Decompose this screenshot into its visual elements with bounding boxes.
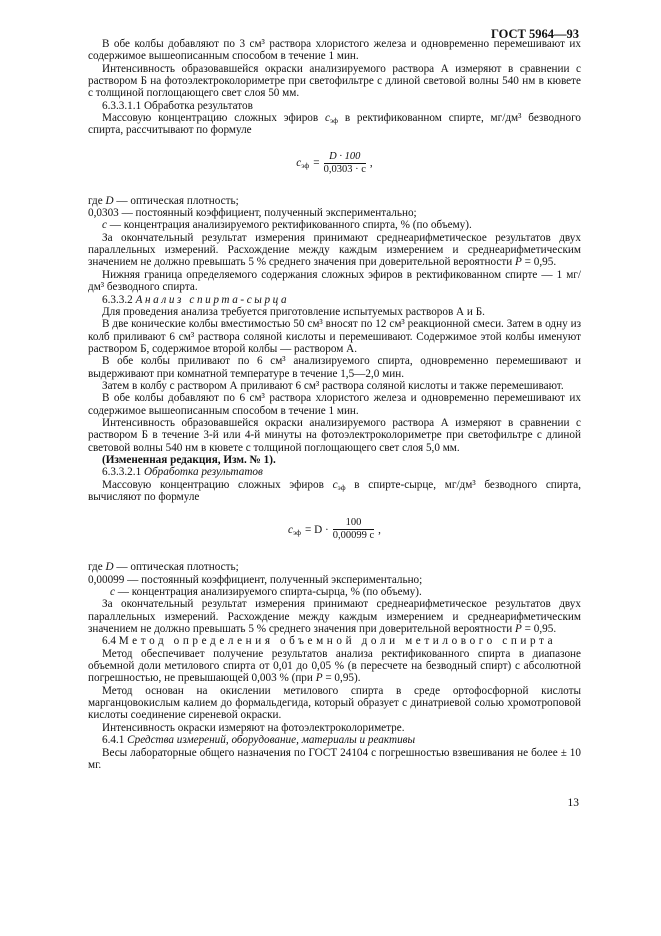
- text: где: [88, 194, 106, 207]
- formula-sub: эф: [292, 527, 302, 537]
- text: За окончательный результат измерения принимают среднеарифметическое результатов двух параллельных измерений. Расхождение между каждым измерением и среднеарифметическим значением не должно превышать 5 % среднего значения при доверительной вероятности: [88, 598, 581, 636]
- paragraph: В обе колбы добавляют по 6 см³ раствора хлористого железа и одновременно перемешивают их содержимое вышеописанным способом в течение 1 мин.: [88, 392, 581, 417]
- heading-number: 6.4: [102, 635, 119, 648]
- paragraph: [88, 232, 581, 269]
- formula-lhs: c: [288, 523, 293, 536]
- formula-numerator: 100: [333, 517, 374, 530]
- paragraph: Весы лабораторные общего назначения по ГОСТ 24104 с погрешностью взвешивания не более ± 10 мг.: [88, 746, 581, 771]
- symbol: D: [105, 194, 114, 207]
- paragraph: [88, 479, 581, 504]
- section-heading: [88, 635, 581, 647]
- text: Массовую концентрацию сложных эфиров: [102, 478, 333, 491]
- page-number: 13: [567, 797, 579, 809]
- text: — концентрация анализируемого спирта-сырца, % (по объему).: [114, 586, 422, 599]
- paragraph: [88, 648, 581, 685]
- symbol: c: [325, 112, 330, 125]
- definition: 0,00099 — постоянный коэффициент, полученный экспериментально;: [88, 573, 423, 586]
- formula-tail: ,: [378, 523, 381, 536]
- formula-numerator: D · 100: [324, 151, 366, 164]
- heading-number: 6.3.3.2: [102, 293, 136, 306]
- symbol: c: [332, 478, 338, 491]
- formula-1: [88, 151, 581, 185]
- heading-text: Средства измерений, оборудование, материалы и реактивы: [127, 734, 416, 747]
- definition: [88, 219, 581, 231]
- text: = 0,95.: [521, 256, 557, 269]
- text: в спирте-сырце, мг/дм³ безводного спирта, вычисляют по формуле: [88, 478, 581, 503]
- formula-sub: эф: [301, 161, 310, 171]
- heading-text: Обработка результатов: [143, 466, 263, 479]
- definition: [88, 586, 581, 598]
- paragraph: В две конические колбы вместимостью 50 см³ вносят по 12 см³ реакционной смеси. Затем в одну из колб приливают 6 см³ раствора соляной кислоты и перемешивают. Содержимое этой колбы именуют раствором Б, содержимое второй колбы — раствором А.: [88, 318, 581, 355]
- formula-denominator: 0,0303 · c: [323, 163, 366, 175]
- section-heading: 6.3.3.1.1 Обработка результатов: [102, 99, 253, 112]
- paragraph: [88, 112, 581, 137]
- paragraph: Нижняя граница определяемого содержания сложных эфиров в ректификованном спирте — 1 мг/дм³ безводного спирта.: [88, 268, 581, 294]
- heading-number: 6.3.3.2.1: [102, 466, 144, 479]
- formula-2: [88, 517, 581, 551]
- paragraph: Интенсивность образовавшейся окраски анализируемого раствора А измеряют в сравнении с раствором Б на фотоэлектроколориметре при светофильтре с длиной световой волны 540 нм в кювете с толщиной поглощающего свет слоя 50 мм.: [88, 62, 581, 100]
- text: Метод обеспечивает получение результатов анализа ректификованного спирта в диапазоне объемной доли метилового спирта от 0,01 до 0,05 % (в пересчете на безводный спирт) с абсолютной погрешностью, не превышающей 0,003 % (при: [88, 647, 581, 685]
- paragraph: Интенсивность образовавшейся окраски анализируемого раствора А измеряют в сравнении с раствором Б в течение 3-й или 4-й минуты на фотоэлектроколориметре при светофильтре с длиной световой волны 540 нм в кювете с толщиной поглощающего свет слоя 5,0 мм.: [88, 416, 581, 454]
- heading-text: Анализ спирта-сырца: [135, 293, 290, 306]
- formula-eq: = D ·: [305, 523, 329, 536]
- document-body: [88, 38, 581, 771]
- text: в ректификованном спирте, мг/дм³ безводного спирта, рассчитывают по формуле: [88, 112, 581, 137]
- formula-tail: ,: [369, 157, 373, 170]
- paragraph: В обе колбы добавляют по 3 см³ раствора хлористого железа и одновременно перемешивают их содержимое вышеописанным способом в течение 1 мин.: [88, 38, 581, 63]
- formula-eq: =: [313, 157, 320, 170]
- definition: 0,0303 — постоянный коэффициент, полученный экспериментально;: [88, 207, 417, 220]
- text: = 0,95).: [322, 672, 361, 685]
- symbol: P: [515, 623, 522, 636]
- heading-number: 6.4.1: [102, 734, 128, 747]
- symbol: c: [102, 219, 107, 232]
- formula-lhs: c: [296, 157, 302, 170]
- subscript: эф: [329, 116, 339, 126]
- paragraph: В обе колбы приливают по 6 см³ анализируемого спирта, одновременно перемешивают и выдерживают при комнатной температуре в течение 1,5—2,0 мин.: [88, 355, 581, 380]
- revision-note: (Измененная редакция, Изм. № 1).: [102, 453, 276, 466]
- section-heading: [88, 734, 581, 746]
- text: Массовую концентрацию сложных эфиров: [102, 112, 325, 125]
- heading-text: Метод определения объемной доли метилового спирта: [118, 635, 557, 648]
- standard-header: ГОСТ 5964—93: [490, 27, 579, 41]
- section-heading: [88, 466, 581, 478]
- text: — концентрация анализируемого ректификованного спирта, % (по объему).: [106, 219, 472, 232]
- text: = 0,95.: [521, 623, 557, 636]
- symbol: P: [515, 256, 522, 269]
- paragraph: [88, 598, 581, 635]
- text: За окончательный результат измерения принимают среднеарифметическое результатов двух параллельных измерений. Расхождение между каждым измерением и среднеарифметическим значением не должно превышать 5 % среднего значения при доверительной вероятности: [88, 231, 581, 269]
- paragraph: Для проведения анализа требуется приготовление испытуемых растворов А и Б.: [102, 305, 485, 318]
- definition: [88, 195, 581, 207]
- subscript: эф: [337, 482, 346, 492]
- paragraph: Интенсивность окраски измеряют на фотоэлектроколориметре.: [102, 721, 405, 734]
- symbol: D: [105, 561, 114, 574]
- text: — оптическая плотность;: [113, 561, 239, 574]
- definition: [88, 561, 581, 573]
- text: где: [88, 561, 106, 574]
- paragraph: Метод основан на окислении метилового спирта в среде ортофосфорной кислоты марганцовокислым калием до формальдегида, который образует с динатриевой солью хромотроповой кислоты соединение сиреневой окраски.: [88, 684, 581, 722]
- text: — оптическая плотность;: [113, 194, 239, 207]
- paragraph: Затем в колбу с раствором А приливают 6 см³ раствора соляной кислоты и также перемешивают.: [102, 379, 564, 392]
- formula-denominator: 0,00099 c: [332, 530, 375, 542]
- symbol: c: [110, 586, 115, 599]
- section-heading: [88, 294, 581, 306]
- symbol: P: [315, 672, 323, 685]
